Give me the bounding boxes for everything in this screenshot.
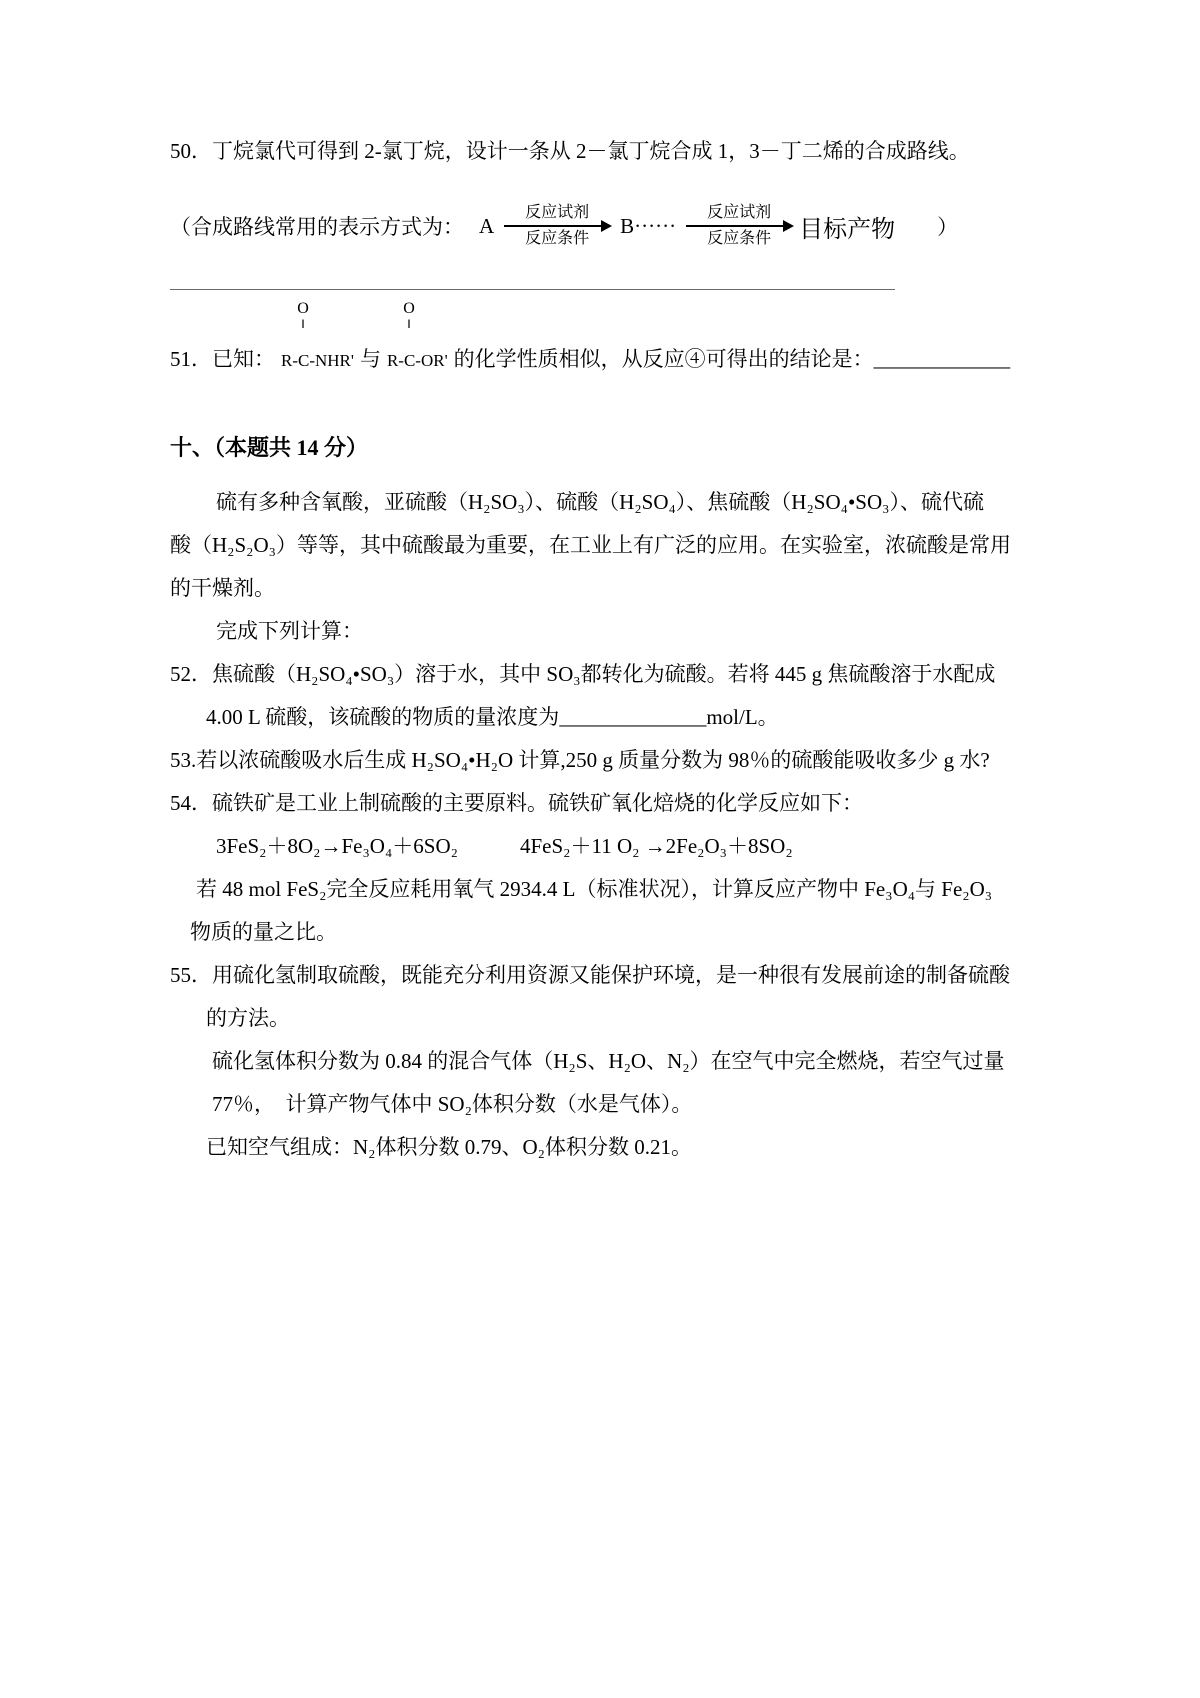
condition-label-1: 反应条件 bbox=[525, 230, 590, 247]
question-54-line-4: 物质的量之比。 bbox=[190, 920, 337, 944]
synthesis-route bbox=[170, 187, 1120, 265]
amide-formula: R-C-NHR' bbox=[281, 351, 354, 370]
ester-structure bbox=[387, 298, 448, 382]
intro-line-2: 酸（H₂S₂O₃）等等，其中硫酸最为重要，在工业上有广泛的应用。在实验室，浓硫酸是常用 bbox=[170, 533, 1011, 557]
oxygen-atom-1: O bbox=[297, 300, 309, 317]
q52-unit-label: mol/L。 bbox=[706, 705, 779, 729]
question-54-line-3: 若 48 mol FeS₂完全反应耗用氧气 2934.4 L（标准状况），计算反应产物中 Fe₃O₄与 Fe₂O₃ bbox=[196, 877, 993, 901]
question-55-line-1: 55．用硫化氢制取硫酸，既能充分利用资源又能保护环境，是一种很有发展前途的制备硫酸 bbox=[170, 963, 1010, 987]
double-bond-2-icon: ‖ bbox=[407, 316, 411, 331]
arrow-line-2-icon bbox=[686, 225, 792, 227]
chemical-equation-2: 4FeS₂＋11 O₂ →2Fe₂O₃＋8SO₂ bbox=[519, 834, 793, 858]
compute-prompt: 完成下列计算： bbox=[216, 619, 363, 643]
intro-line-3: 的干燥剂。 bbox=[170, 576, 275, 600]
question-51-suffix: 的化学性质相似，从反应④可得出的结论是： bbox=[453, 347, 874, 371]
double-bond-1-icon: ‖ bbox=[301, 316, 305, 331]
question-51-prefix: 51．已知： bbox=[170, 347, 275, 371]
arrow-line-1-icon bbox=[504, 225, 610, 227]
question-52-line-1: 52．焦硫酸（H₂SO₄•SO₃）溶于水，其中 SO₃都转化为硫酸。若将 445 g 焦硫酸溶于水配成 bbox=[170, 662, 996, 686]
question-52-line-2 bbox=[170, 696, 1120, 739]
route-description: （合成路线常用的表示方式为： bbox=[170, 215, 464, 239]
route-node-a: A bbox=[479, 213, 495, 238]
route-node-b: B······ bbox=[620, 213, 677, 238]
intro-line-1: 硫有多种含氧酸，亚硫酸（H₂SO₃）、硫酸（H₂SO₄）、焦硫酸（H₂SO₄•SO₃）、硫代硫 bbox=[216, 490, 984, 514]
reagent-label-2: 反应试剂 bbox=[707, 204, 772, 221]
question-50: 50．丁烷氯代可得到 2-氯丁烷，设计一条从 2－氯丁烷合成 1，3－丁二烯的合成路线。 bbox=[170, 139, 970, 163]
section-10-heading: 十、（本题共 14 分） bbox=[170, 435, 369, 460]
reagent-label-1: 反应试剂 bbox=[525, 204, 590, 221]
question-54-equations bbox=[170, 825, 1120, 868]
question-53: 53.若以浓硫酸吸水后生成 H₂SO₄•H₂O 计算,250 g 质量分数为 98％的硫酸能吸收多少 g 水? bbox=[170, 748, 990, 772]
answer-blank-51: _____________ bbox=[873, 347, 1011, 371]
route-close-paren: ） bbox=[937, 215, 959, 239]
carbonyl-group-2 bbox=[397, 300, 421, 330]
question-55-line-5: 已知空气组成：N₂体积分数 0.79、O₂体积分数 0.21。 bbox=[206, 1135, 692, 1159]
answer-line bbox=[170, 289, 895, 290]
oxygen-atom-2: O bbox=[403, 300, 415, 317]
question-55-line-4: 77％， 计算产物气体中 SO₂体积分数（水是气体）。 bbox=[212, 1092, 693, 1116]
reaction-arrow-1 bbox=[504, 202, 610, 250]
q52-concentration-text: 4.00 L 硫酸，该硫酸的物质的量浓度为 bbox=[206, 705, 560, 729]
question-55-line-2: 的方法。 bbox=[206, 1006, 290, 1030]
amide-structure bbox=[281, 298, 354, 382]
question-51-conjunction: 与 bbox=[359, 347, 381, 371]
carbonyl-group-1 bbox=[291, 300, 315, 330]
answer-blank-52: ______________ bbox=[559, 705, 707, 729]
reaction-arrow-2 bbox=[686, 202, 792, 250]
condition-label-2: 反应条件 bbox=[707, 230, 772, 247]
ester-formula: R-C-OR' bbox=[386, 351, 448, 370]
question-51 bbox=[170, 298, 1120, 382]
question-54-line-1: 54．硫铁矿是工业上制硫酸的主要原料。硫铁矿氧化焙烧的化学反应如下： bbox=[170, 791, 863, 815]
question-55-line-3: 硫化氢体积分数为 0.84 的混合气体（H₂S、H₂O、N₂）在空气中完全燃烧，若空气过量 bbox=[212, 1049, 1005, 1073]
chemical-equation-1: 3FeS₂＋8O₂→Fe₃O₄＋6SO₂ bbox=[216, 834, 458, 858]
route-target-product: 目标产物 bbox=[799, 216, 896, 243]
